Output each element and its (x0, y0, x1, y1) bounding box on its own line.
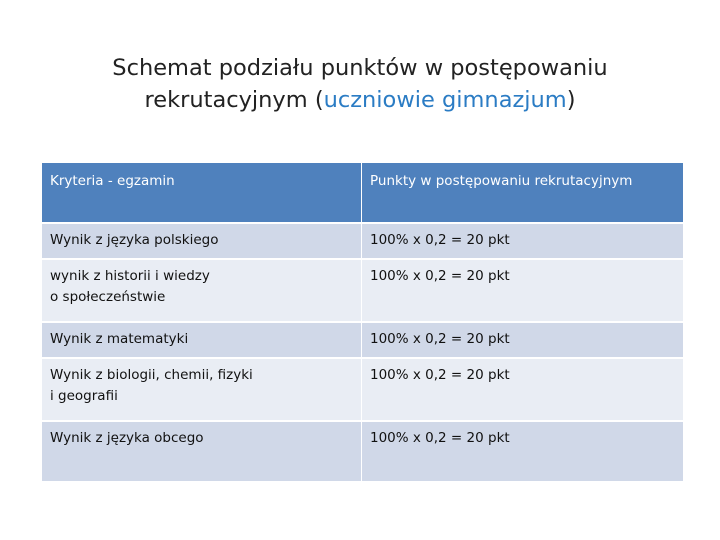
criteria-table (42, 163, 683, 481)
title-highlight: uczniowie gimnazjum (323, 87, 567, 113)
row-5-points: 100% x 0,2 = 20 pkt (362, 422, 683, 481)
row-1-criterion: Wynik z języka polskiego (42, 224, 362, 258)
row-3-points: 100% x 0,2 = 20 pkt (362, 323, 683, 357)
row-3-criterion: Wynik z matematyki (42, 323, 362, 357)
title-line-1: Schemat podziału punktów w postępowaniu (112, 55, 608, 81)
title-line-2-prefix: rekrutacyjnym ( (144, 87, 324, 113)
row-1-points: 100% x 0,2 = 20 pkt (362, 224, 683, 258)
slide-title (60, 52, 660, 116)
row-4-criterion: Wynik z biologii, chemii, fizyki i geografii (42, 359, 362, 420)
header-criteria: Kryteria - egzamin (42, 163, 362, 222)
header-points: Punkty w postępowaniu rekrutacyjnym (362, 163, 683, 222)
title-line-2 (60, 84, 660, 116)
row-4-points: 100% x 0,2 = 20 pkt (362, 359, 683, 420)
row-2-points: 100% x 0,2 = 20 pkt (362, 260, 683, 321)
title-line-2-suffix: ) (566, 87, 576, 113)
row-2-criterion: wynik z historii i wiedzy o społeczeństwie (42, 260, 362, 321)
row-5-criterion: Wynik z języka obcego (42, 422, 362, 481)
